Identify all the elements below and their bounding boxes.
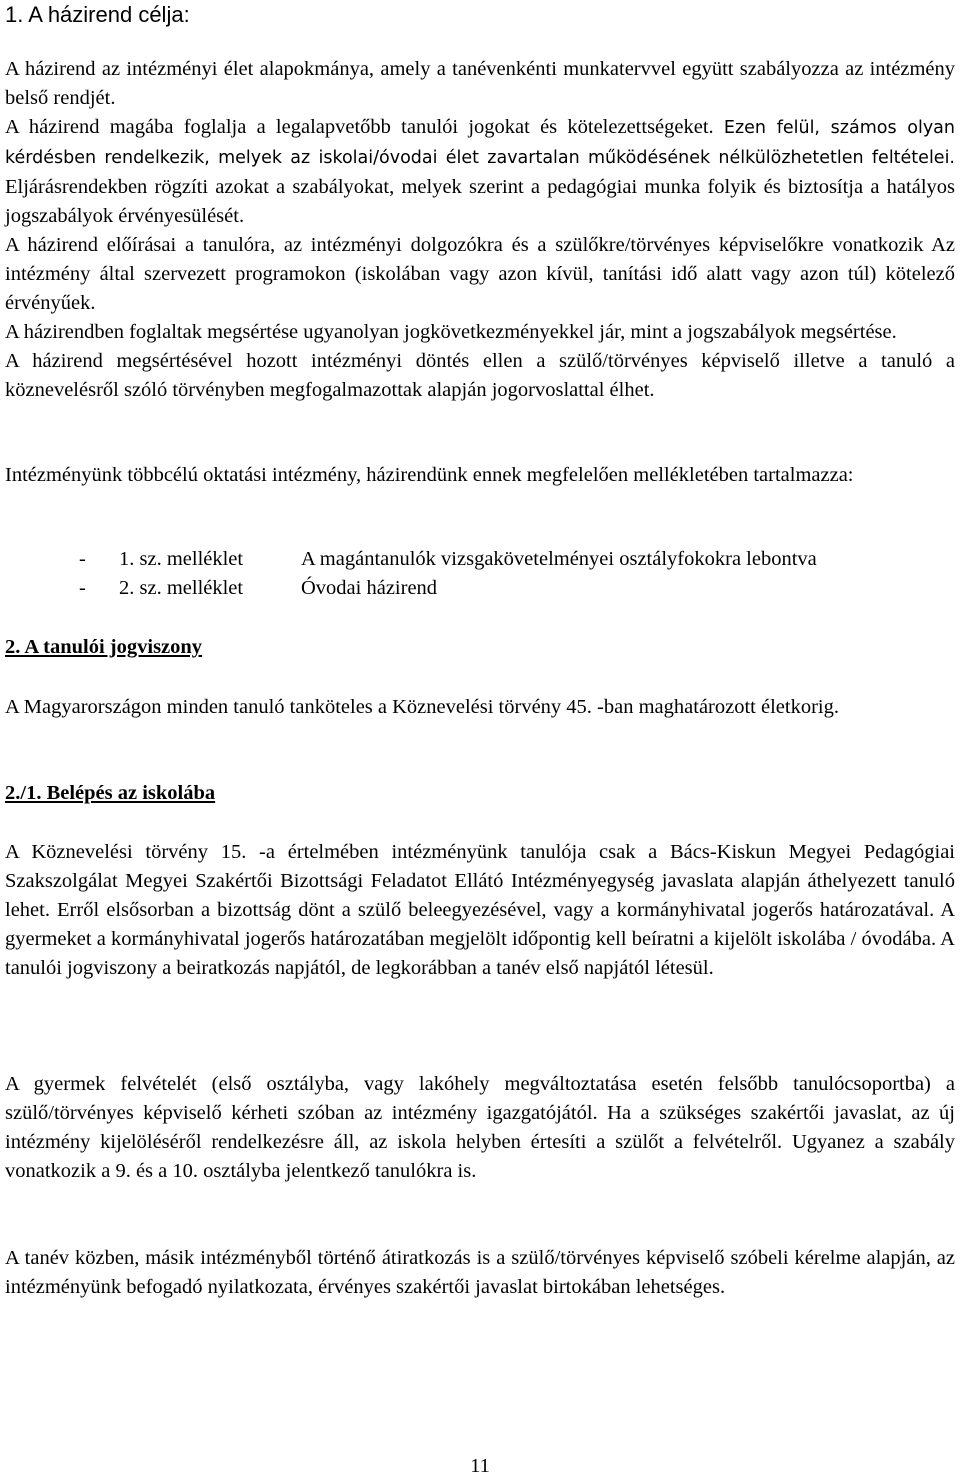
paragraph [5, 113, 955, 231]
sentence: Ezen felül, számos olyan kérdésben rendelkezik, melyek az iskolai/óvodai élet zavartalan működésének nélkülözhetetlen feltételei. [5, 118, 956, 168]
section-1-body [5, 55, 955, 405]
section-2-body [5, 693, 955, 722]
section-1-intro-annexes [5, 461, 955, 490]
annex-text: A magántanulók vizsgakövetelményei osztályfokokra lebontva [301, 548, 817, 570]
section-2-1-body [5, 1070, 955, 1186]
section-2-heading: 2. A tanulói jogviszony [5, 636, 203, 658]
paragraph: A Magyarországon minden tanuló tanköteles a Köznevelési törvény 45. -ban maghatározott életkorig. [5, 696, 839, 718]
paragraph: A házirend az intézményi élet alapokmánya, amely a tanévenkénti munkatervvel együtt szabályozza az intézmény belső rendjét. [5, 58, 955, 109]
paragraph: Intézményünk többcélú oktatási intézmény, házirendünk ennek megfelelően mellékletében tartalmazza: [5, 464, 854, 486]
paragraph: A házirendben foglaltak megsértése ugyanolyan jogkövetkezményekkel jár, mint a jogszabályok megsértése. [5, 321, 897, 343]
sentence: A házirend magába foglalja a legalapvetőbb tanulói jogokat és kötelezettségeket. [5, 116, 724, 138]
section-2-1-body [5, 838, 955, 983]
annex-text: Óvodai házirend [301, 577, 438, 599]
section-2-1-body [5, 1244, 955, 1302]
list-dash: - [79, 548, 86, 570]
annex-label: 2. sz. melléklet [119, 577, 244, 599]
paragraph: A Köznevelési törvény 15. -a értelmében intézményünk tanulója csak a Bács-Kiskun Megyei Pedagógiai Szakszolgálat Megyei Szakértői Bizottsági Feladatot Ellátó Intézményegység javaslata alapján áthelyezett tanuló lehet. Erről elsősorban a bizottság dönt a szülő beleegyezésével, vagy a kormányhivatal jogerős határozatával. A gyermeket a kormányhivatal jogerős határozatában megjelölt időpontig kell beíratni a kijelölt iskolába / óvodába. A tanulói jogviszony a beiratkozás napjától, de legkorábban a tanév első napjától létesül. [5, 841, 955, 979]
sentence: Eljárásrendekben rögzíti azokat a szabályokat, melyek szerint a pedagógiai munka folyik és biztosítja a hatályos jogszabályok érvényesülését. [5, 176, 955, 227]
page-number: 11 [470, 1455, 490, 1477]
annex-label: 1. sz. melléklet [119, 548, 244, 570]
paragraph: A házirend előírásai a tanulóra, az intézményi dolgozókra és a szülőkre/törvényes képviselőkre vonatkozik Az intézmény által szervezett programokon (iskolában vagy azon kívül, tanítási idő alatt vagy azon túl) kötelező érvényűek. [5, 234, 955, 314]
list-dash: - [79, 577, 86, 599]
paragraph: A gyermek felvételét (első osztályba, vagy lakóhely megváltoztatása esetén felsőbb tanulócsoportba) a szülő/törvényes képviselő kérheti szóban az intézmény igazgatójától. Ha a szükséges szakértői javaslat, az új intézmény kijelöléséről rendelkezésre áll, az iskola helyben értesíti a szülőt a felvételről. Ugyanez a szabály vonatkozik a 9. és a 10. osztályba jelentkező tanulókra is. [5, 1073, 955, 1182]
section-1-heading: 1. A házirend célja: [5, 2, 190, 27]
paragraph: A házirend megsértésével hozott intézményi döntés ellen a szülő/törvényes képviselő illetve a tanuló a köznevelésről szóló törvényben megfogalmazottak alapján jogorvoslattal élhet. [5, 350, 955, 401]
annex-list-item [79, 577, 437, 600]
annex-list-item [79, 548, 817, 571]
paragraph: A tanév közben, másik intézményből történő átiratkozás is a szülő/törvényes képviselő szóbeli kérelme alapján, az intézményünk befogadó nyilatkozata, érvényes szakértői javaslat birtokában lehetséges. [5, 1247, 955, 1298]
section-2-1-heading: 2./1. Belépés az iskolába [5, 782, 216, 804]
